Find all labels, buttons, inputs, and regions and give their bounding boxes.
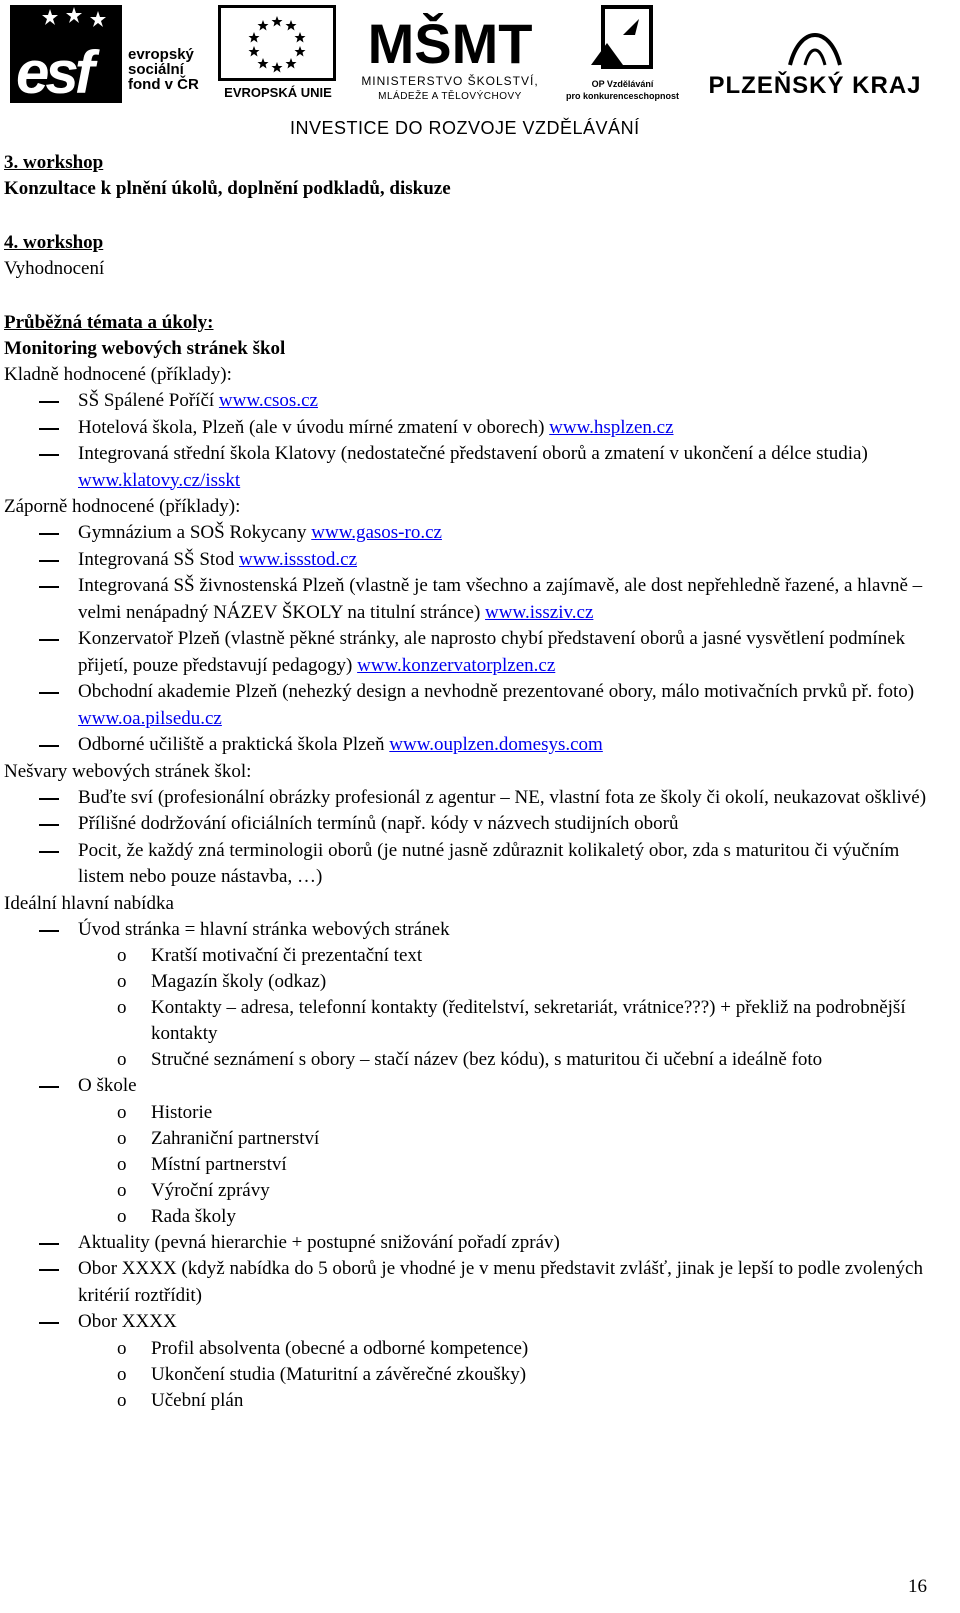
list-item: Integrovaná SŠ Stod www.issstod.cz [4, 547, 939, 574]
logo-header [0, 0, 960, 145]
eu-flag-icon [218, 5, 336, 81]
sub-list-item: o Výroční zprávy [117, 1179, 270, 1201]
esf-letters: esf [16, 39, 91, 106]
list-item: Buďte sví (profesionální obrázky profesionál z agentur – NE, vlastní fota ze školy či okolí, neukazovat ošklivé) [4, 785, 939, 812]
msmt-line2: MLÁDEŽE A TĚLOVÝCHOVY [378, 91, 522, 102]
eu-caption: EVROPSKÁ UNIE [224, 85, 332, 100]
sub-list-item: o Profil absolventa (obecné a odborné kompetence) [117, 1337, 529, 1359]
msmt-logo [345, 3, 555, 108]
esf-text-line: sociální [128, 61, 184, 78]
school-link[interactable]: www.oa.pilsedu.cz [78, 707, 222, 729]
sub-list-item: o Ukončení studia (Maturitní a závěrečné zkoušky) [117, 1363, 527, 1385]
list-item: Hotelová škola, Plzeň (ale v úvodu mírné zmatení v oborech) www.hsplzen.cz [4, 415, 939, 442]
esf-text-line: fond v ČR [128, 76, 199, 93]
eu-logo [218, 5, 338, 105]
negative-label: Záporně hodnocené (příklady): [4, 496, 241, 517]
op-logo [555, 3, 690, 103]
school-link[interactable]: www.konzervatorplzen.cz [357, 654, 556, 676]
list-item: O škole [4, 1073, 939, 1100]
workshop3-desc: Konzultace k plnění úkolů, doplnění podkladů, diskuze [4, 178, 451, 199]
esf-text-line: evropský [128, 46, 194, 63]
school-link[interactable]: www.hsplzen.cz [549, 416, 674, 438]
positive-label: Kladně hodnocené (příklady): [4, 364, 232, 385]
sub-list-item: o Zahraniční partnerství [117, 1127, 320, 1149]
esf-logo-block [10, 5, 122, 106]
sub-list-item: o Rada školy [117, 1205, 236, 1227]
list-item: Obchodní akademie Plzeň (nehezký design a nevhodně prezentované obory, málo motivačních prvků př. foto) www.oa.pilsedu.cz [4, 679, 939, 732]
list-item: Aktuality (pevná hierarchie + postupné snižování pořadí zpráv) [4, 1230, 939, 1257]
list-item: Obor XXXX (když nabídka do 5 oborů je vhodné je v menu představit zvlášť, jinak je lepší to podle zvolených kritérií roztřídit) [4, 1256, 939, 1309]
workshop4-desc: Vyhodnocení [4, 258, 105, 279]
list-item: Konzervatoř Plzeň (vlastně pěkné stránky, ale naprosto chybí představení oborů a jasné vysvětlení podmínek přijetí, pouze představují pedagogy) www.konzervatorplzen.cz [4, 626, 939, 679]
ideal-label: Ideální hlavní nabídka [4, 892, 174, 914]
school-link[interactable]: www.csos.cz [218, 390, 318, 411]
document-body [4, 150, 939, 1414]
esf-text [128, 47, 199, 92]
op-line2: pro konkurenceschopnost [565, 91, 680, 101]
workshop4-title: 4. workshop [4, 232, 104, 253]
region-name: PLZEŇSKÝ KRAJ [708, 72, 922, 99]
plzensky-kraj-logo [695, 20, 935, 110]
school-link[interactable]: www.gasos-ro.cz [311, 522, 442, 543]
page-number: 16 [908, 1576, 927, 1597]
flaws-label: Nešvary webových stránek škol: [4, 760, 252, 782]
sub-list-item: o Stručné seznámení s obory – stačí název (bez kódu), s maturitou či učební a ideálně foto [117, 1049, 823, 1070]
op-line1: OP Vzdělávání [591, 79, 654, 89]
school-link[interactable]: www.issziv.cz [485, 601, 594, 623]
list-item: Gymnázium a SOŠ Rokycany www.gasos-ro.cz [4, 520, 939, 547]
sub-list-item: o Učební plán [117, 1389, 244, 1411]
list-item: Pocit, že každý zná terminologii oborů (je nutné jasně zdůraznit kolikaletý obor, zda s maturitou či výučním listem nebo pouze nástavba, …) [4, 838, 939, 891]
spacer [4, 282, 939, 310]
school-link[interactable]: www.issstod.cz [238, 548, 358, 570]
themes-heading: Průběžná témata a úkoly: [4, 312, 214, 333]
region-emblem-icon [780, 20, 850, 70]
list-item: Úvod stránka = hlavní stránka webových stránek [4, 917, 939, 944]
list-item: Obor XXXX [4, 1309, 939, 1336]
sub-list-item: o Kratší motivační či prezentační text [117, 945, 423, 966]
list-item: Odborné učiliště a praktická škola Plzeň www.ouplzen.domesys.com [4, 732, 939, 759]
themes-subheading: Monitoring webových stránek škol [4, 338, 286, 359]
list-item: SŠ Spálené Poříčí www.csos.cz [4, 388, 939, 415]
slogan: INVESTICE DO ROZVOJE VZDĚLÁVÁNÍ [290, 118, 640, 138]
sub-list-item: o Magazín školy (odkaz) [117, 971, 327, 992]
sub-list-item: o Kontakty – adresa, telefonní kontakty (ředitelství, sekretariát, vrátnice???) + překliž na podrobnější kontakty [117, 997, 906, 1044]
school-link[interactable]: www.klatovy.cz/isskt [78, 469, 241, 491]
sub-list-item: o Historie [117, 1101, 213, 1123]
workshop3-title: 3. workshop [4, 152, 104, 173]
list-item: Přílišné dodržování oficiálních termínů (např. kódy v názvech studijních oborů [4, 811, 939, 838]
msmt-letters: MŠMT [367, 12, 533, 75]
school-link[interactable]: www.ouplzen.domesys.com [389, 734, 603, 755]
sub-list-item: o Místní partnerství [117, 1153, 287, 1175]
op-arrow-icon [587, 5, 659, 75]
list-item: Integrovaná SŠ živnostenská Plzeň (vlastně je tam všechno a zajímavě, ale dost nepřehledně řazené, a hlavně – velmi nenápadný NÁZEV ŠKOLY na titulní stránce) www.issziv.cz [4, 573, 939, 626]
msmt-mark-icon [367, 3, 533, 75]
spacer [4, 202, 939, 230]
msmt-line1: MINISTERSTVO ŠKOLSTVÍ, [361, 74, 539, 88]
esf-logo [10, 5, 210, 105]
list-item: Integrovaná střední škola Klatovy (nedostatečné představení oborů a zmatení v ukončení a délce studia) www.klatovy.cz/isskt [4, 441, 939, 494]
